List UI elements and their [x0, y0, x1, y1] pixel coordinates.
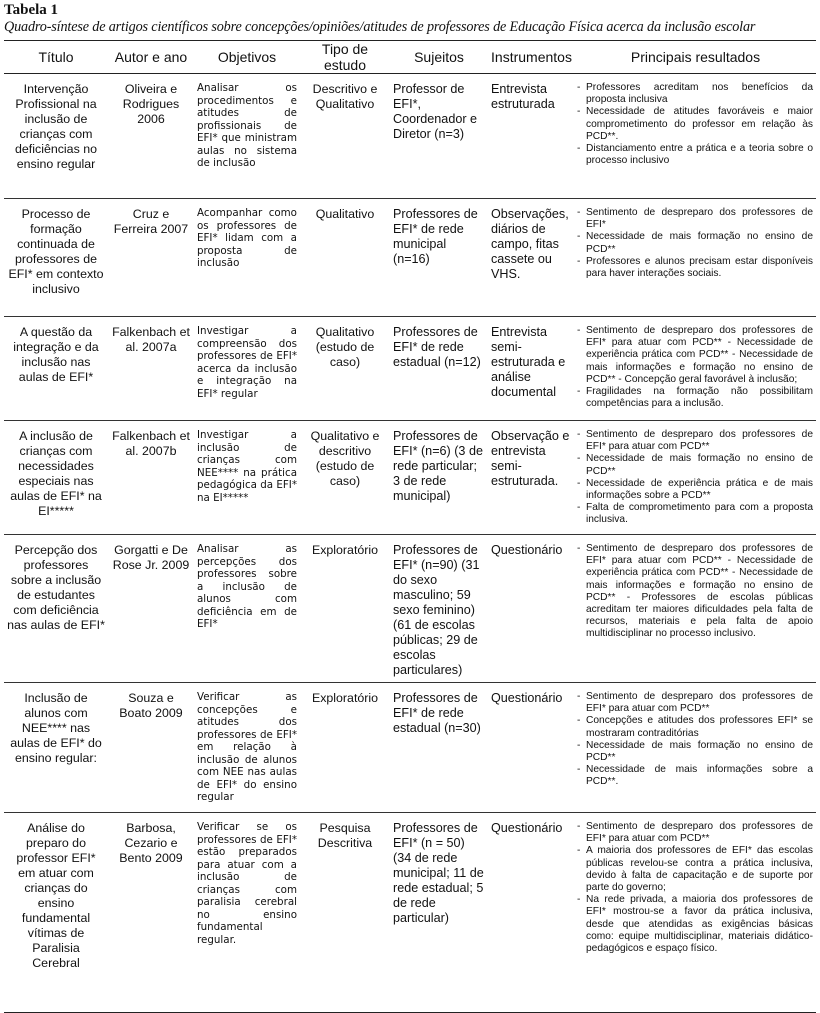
- table-caption: [4, 2, 755, 36]
- results-list: [577, 691, 813, 789]
- tipo-estudo-cell: Exploratório: [300, 683, 390, 813]
- tipo-estudo-cell: Qualitativo: [300, 199, 390, 317]
- titulo-cell: Inclusão de alunos com NEE**** nas aulas de EFI* do ensino regular:: [4, 683, 108, 813]
- result-item: - Falta de comprometimento para com a proposta inclusiva.: [577, 502, 813, 526]
- objetivos-cell: Acompanhar como os professores de EFI* lidam com a proposta de inclusão: [194, 199, 300, 317]
- autor-ano-cell: Gorgatti e De Rose Jr. 2009: [108, 535, 194, 683]
- tipo-estudo-cell: Qualitativo e descritivo (estudo de caso): [300, 421, 390, 535]
- objetivos-cell: Verificar se os professores de EFI* estão preparados para atuar com a inclusão de crianças com paralisia cerebral no ensino fundamental regular.: [194, 813, 300, 1013]
- objetivos-cell: Investigar a compreensão dos professores de EFI* acerca da inclusão e integração na EFI* regular: [194, 317, 300, 421]
- header-objetivos: Objetivos: [194, 41, 300, 74]
- table-title: Quadro-síntese de artigos científicos sobre concepções/opiniões/atitudes de professores de Educação Física acerca da inclusão escolar: [4, 19, 756, 35]
- principais-resultados-cell: [575, 74, 816, 199]
- result-item: - Sentimento de despreparo dos professores de EFI* para atuar com PCD**: [577, 821, 813, 845]
- table-row: [4, 421, 816, 535]
- titulo-cell: Processo de formação continuada de professores de EFI* em contexto inclusivo: [4, 199, 108, 317]
- sujeitos-cell: Professores de EFI* (n = 50) (34 de rede municipal; 11 de rede estadual; 5 de rede particular): [390, 813, 488, 1013]
- sujeitos-cell: Professor de EFI*, Coordenador e Diretor (n=3): [390, 74, 488, 199]
- table-row: [4, 199, 816, 317]
- principais-resultados-cell: [575, 683, 816, 813]
- header-autor-ano: Autor e ano: [108, 41, 194, 74]
- results-list: [577, 821, 813, 955]
- header-tipo-estudo: Tipo de estudo: [300, 41, 390, 74]
- result-item: - Necessidade de mais formação no ensino de PCD**: [577, 231, 813, 255]
- instrumentos-cell: Observações, diários de campo, fitas cassete ou VHS.: [488, 199, 575, 317]
- table-body: [4, 74, 816, 1013]
- result-item: - Sentimento de despreparo dos professores de EFI* para atuar com PCD** - Necessidade de experiência prática com PCD** - Necessidade de mais informações e formação no ensino de PCD** - Concepção geral favorável à inclusão;: [577, 325, 813, 386]
- result-item: - Sentimento de despreparo dos professores de EFI*: [577, 207, 813, 231]
- autor-ano-cell: Cruz e Ferreira 2007: [108, 199, 194, 317]
- table-row: [4, 813, 816, 1013]
- result-item: - Sentimento de despreparo dos professores de EFI* para atuar com PCD** - Necessidade de experiência prática com PCD** - Necessidade de mais informações e formação no ensino de PCD** - Professores de escolas públicas acreditam ter maiores dificuldades pela falta de recursos, materiais e pela falta de apoio multidisciplinar no processo inclusivo.: [577, 543, 813, 641]
- tipo-estudo-cell: Exploratório: [300, 535, 390, 683]
- autor-ano-cell: Barbosa, Cezario e Bento 2009: [108, 813, 194, 1013]
- instrumentos-cell: Observação e entrevista semi-estruturada.: [488, 421, 575, 535]
- result-item: - Distanciamento entre a prática e a teoria sobre o processo inclusivo: [577, 143, 813, 167]
- instrumentos-cell: Entrevista estruturada: [488, 74, 575, 199]
- results-list: [577, 325, 813, 410]
- result-item: - Professores acreditam nos benefícios da proposta inclusiva: [577, 82, 813, 106]
- instrumentos-cell: Questionário: [488, 535, 575, 683]
- result-item: - Necessidade de mais formação no ensino de PCD**: [577, 453, 813, 477]
- autor-ano-cell: Oliveira e Rodrigues 2006: [108, 74, 194, 199]
- titulo-cell: Percepção dos professores sobre a inclusão de estudantes com deficiência nas aulas de EFI*: [4, 535, 108, 683]
- instrumentos-cell: Entrevista semi-estruturada e análise documental: [488, 317, 575, 421]
- autor-ano-cell: Falkenbach et al. 2007b: [108, 421, 194, 535]
- titulo-cell: Intervenção Profissional na inclusão de crianças com deficiências no ensino regular: [4, 74, 108, 199]
- tipo-estudo-cell: Descritivo e Qualitativo: [300, 74, 390, 199]
- autor-ano-cell: Falkenbach et al. 2007a: [108, 317, 194, 421]
- instrumentos-cell: Questionário: [488, 683, 575, 813]
- synthesis-table: [4, 40, 816, 1013]
- principais-resultados-cell: [575, 813, 816, 1013]
- result-item: - Sentimento de despreparo dos professores de EFI* para atuar com PCD**: [577, 429, 813, 453]
- tipo-estudo-cell: Qualitativo (estudo de caso): [300, 317, 390, 421]
- objetivos-cell: Analisar os procedimentos e atitudes de profissionais de EFI* que ministram aulas no sistema de inclusão: [194, 74, 300, 199]
- result-item: - Sentimento de despreparo dos professores de EFI* para atuar com PCD**: [577, 691, 813, 715]
- results-list: [577, 429, 813, 527]
- titulo-cell: Análise do preparo do professor EFI* em atuar com crianças do ensino fundamental vítimas de Paralisia Cerebral: [4, 813, 108, 1013]
- results-list: [577, 82, 813, 167]
- results-list: [577, 543, 813, 641]
- header-row: [4, 41, 816, 74]
- header-sujeitos: Sujeitos: [390, 41, 488, 74]
- header-titulo: Título: [4, 41, 108, 74]
- header-principais-resultados: Principais resultados: [575, 41, 816, 74]
- principais-resultados-cell: [575, 199, 816, 317]
- sujeitos-cell: Professores de EFI* de rede estadual (n=12): [390, 317, 488, 421]
- sujeitos-cell: Professores de EFI* de rede municipal (n=16): [390, 199, 488, 317]
- table-row: [4, 683, 816, 813]
- titulo-cell: A questão da integração e da inclusão nas aulas de EFI*: [4, 317, 108, 421]
- result-item: - Fragilidades na formação não possibilitam competências para a inclusão.: [577, 386, 813, 410]
- sujeitos-cell: Professores de EFI* (n=90) (31 do sexo masculino; 59 sexo feminino) (61 de escolas públicas; 29 de escolas particulares): [390, 535, 488, 683]
- sujeitos-cell: Professores de EFI* de rede estadual (n=30): [390, 683, 488, 813]
- result-item: - Professores e alunos precisam estar disponíveis para haver interações sociais.: [577, 256, 813, 280]
- table-row: [4, 317, 816, 421]
- results-list: [577, 207, 813, 280]
- result-item: - Necessidade de experiência prática e de mais informações sobre a PCD**: [577, 478, 813, 502]
- principais-resultados-cell: [575, 421, 816, 535]
- header-instrumentos: Instrumentos: [488, 41, 575, 74]
- objetivos-cell: Verificar as concepções e atitudes dos professores de EFI* em relação à inclusão de alunos com NEE nas aulas de EFI* do ensino regular: [194, 683, 300, 813]
- result-item: - Na rede privada, a maioria dos professores de EFI* mostrou-se a favor da prática inclusiva, desde que atendidas as exigências básicas como: equipe multidisciplinar, materiais didático-pedagógicos e espaço físico.: [577, 894, 813, 955]
- table-row: [4, 535, 816, 683]
- result-item: - Necessidade de atitudes favoráveis e maior comprometimento do professor em relação às PCD**.: [577, 106, 813, 143]
- titulo-cell: A inclusão de crianças com necessidades especiais nas aulas de EFI* na EI*****: [4, 421, 108, 535]
- table-row: [4, 74, 816, 199]
- autor-ano-cell: Souza e Boato 2009: [108, 683, 194, 813]
- principais-resultados-cell: [575, 535, 816, 683]
- result-item: - Necessidade de mais informações sobre a PCD**.: [577, 764, 813, 788]
- principais-resultados-cell: [575, 317, 816, 421]
- instrumentos-cell: Questionário: [488, 813, 575, 1013]
- table-label: Tabela 1: [4, 2, 59, 18]
- result-item: - A maioria dos professores de EFI* das escolas públicas revelou-se contra a prática inclusiva, devido à falta de capacitação e de suporte por parte do governo;: [577, 845, 813, 894]
- objetivos-cell: Investigar a inclusão de crianças com NEE**** na prática pedagógica da EFI* na EI*****: [194, 421, 300, 535]
- sujeitos-cell: Professores de EFI* (n=6) (3 de rede particular; 3 de rede municipal): [390, 421, 488, 535]
- result-item: - Necessidade de mais formação no ensino de PCD**: [577, 740, 813, 764]
- objetivos-cell: Analisar as percepções dos professores sobre a inclusão de alunos com deficiência em de EFI*: [194, 535, 300, 683]
- result-item: - Concepções e atitudes dos professores EFI* se mostraram contraditórias: [577, 715, 813, 739]
- tipo-estudo-cell: Pesquisa Descritiva: [300, 813, 390, 1013]
